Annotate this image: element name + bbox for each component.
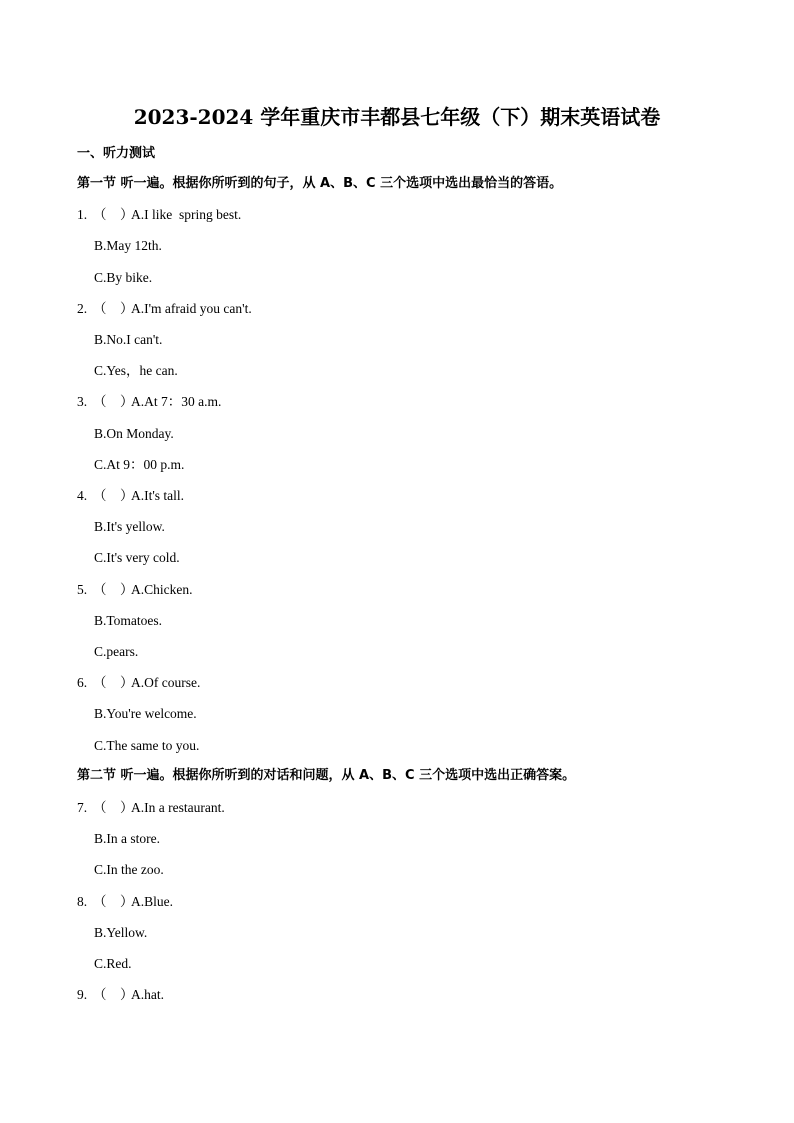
question-4-option-b: B.It's yellow. — [94, 519, 165, 534]
question-1 — [77, 206, 241, 224]
question-2 — [77, 300, 252, 318]
question-number: 3. — [77, 394, 88, 409]
option-a: A.In a restaurant. — [131, 800, 225, 815]
option-a: A.Blue. — [131, 894, 173, 909]
answer-blank: （ ） — [93, 987, 134, 1002]
question-number: 5. — [77, 582, 88, 597]
section-heading-listening: 一、听力测试 — [77, 146, 156, 161]
answer-blank: （ ） — [93, 675, 134, 690]
question-9 — [77, 986, 164, 1004]
question-6-option-c: C.The same to you. — [94, 738, 200, 753]
question-3-option-c: C.At 9：00 p.m. — [94, 457, 185, 472]
part2-instructions: 第二节 听一遍。根据你所听到的对话和问题，从 A、B、C 三个选项中选出正确答案。 — [77, 768, 576, 783]
question-7 — [77, 799, 225, 817]
question-number: 1. — [77, 207, 88, 222]
question-number: 9. — [77, 987, 88, 1002]
answer-blank: （ ） — [93, 894, 134, 909]
question-1-option-b: B.May 12th. — [94, 238, 162, 253]
answer-blank: （ ） — [93, 394, 134, 409]
question-number: 2. — [77, 301, 88, 316]
page-title: 2023-2024 学年重庆市丰都县七年级（下）期末英语试卷 — [133, 105, 661, 129]
question-2-option-c: C.Yes，he can. — [94, 363, 178, 378]
question-4-option-c: C.It's very cold. — [94, 550, 180, 565]
question-4 — [77, 487, 184, 505]
option-a: A.Chicken. — [131, 582, 193, 597]
question-5 — [77, 581, 193, 599]
option-a: A.At 7：30 a.m. — [131, 394, 222, 409]
answer-blank: （ ） — [93, 207, 134, 222]
question-7-option-b: B.In a store. — [94, 831, 160, 846]
answer-blank: （ ） — [93, 301, 134, 316]
question-1-option-c: C.By bike. — [94, 270, 153, 285]
answer-blank: （ ） — [93, 800, 134, 815]
question-5-option-b: B.Tomatoes. — [94, 613, 163, 628]
question-number: 6. — [77, 675, 88, 690]
question-number: 4. — [77, 488, 88, 503]
option-a: A.Of course. — [131, 675, 201, 690]
question-7-option-c: C.In the zoo. — [94, 862, 164, 877]
question-number: 8. — [77, 894, 88, 909]
option-a: A.I'm afraid you can't. — [131, 301, 252, 316]
question-8 — [77, 893, 173, 911]
question-6-option-b: B.You're welcome. — [94, 706, 197, 721]
option-a: A.I like spring best. — [131, 207, 242, 222]
answer-blank: （ ） — [93, 582, 134, 597]
question-8-option-c: C.Red. — [94, 956, 132, 971]
question-3-option-b: B.On Monday. — [94, 426, 174, 441]
question-number: 7. — [77, 800, 88, 815]
question-5-option-c: C.pears. — [94, 644, 139, 659]
question-2-option-b: B.No.I can't. — [94, 332, 163, 347]
part1-instructions: 第一节 听一遍。根据你所听到的句子，从 A、B、C 三个选项中选出最恰当的答语。 — [77, 176, 563, 191]
question-6 — [77, 674, 200, 692]
option-a: A.hat. — [131, 987, 164, 1002]
question-3 — [77, 393, 221, 411]
option-a: A.It's tall. — [131, 488, 185, 503]
question-8-option-b: B.Yellow. — [94, 925, 148, 940]
answer-blank: （ ） — [93, 488, 134, 503]
